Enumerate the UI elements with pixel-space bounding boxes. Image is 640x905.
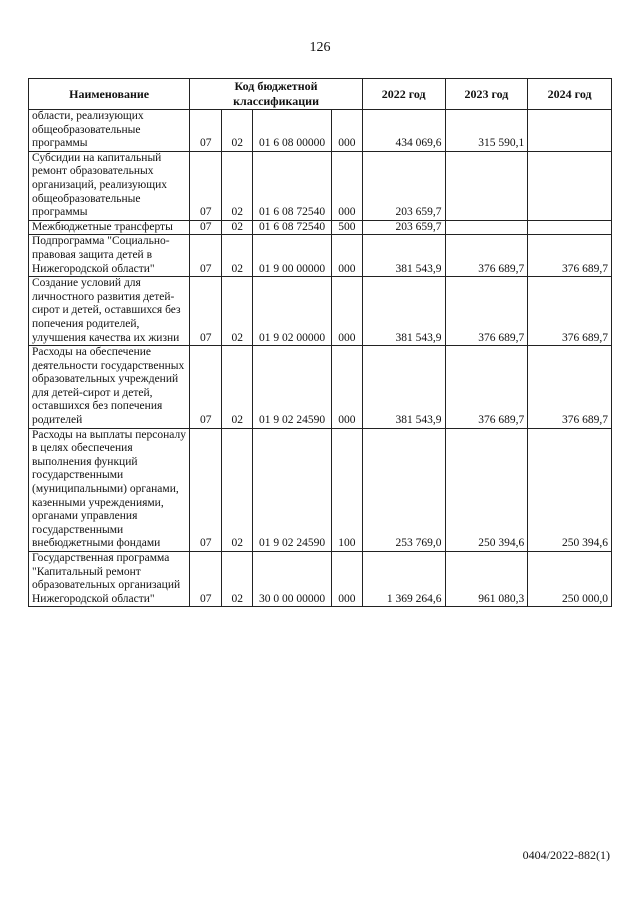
row-2023: 315 590,1 [445,110,528,152]
row-name: Государственная программа "Капитальный ремонт образовательных организаций Нижегородской области" [29,552,190,607]
row-2022: 381 543,9 [362,277,445,346]
row-2024: 376 689,7 [528,235,612,277]
row-section: 07 [190,151,222,220]
row-2024: 250 000,0 [528,552,612,607]
row-2022: 1 369 264,6 [362,552,445,607]
row-name: Расходы на выплаты персоналу в целях обеспечения выполнения функций государственными (муниципальными) органами, казенными учреждениями, органами управления государственными внебюджетными фондами [29,428,190,551]
row-2023: 961 080,3 [445,552,528,607]
row-name: Подпрограмма "Социально-правовая защита детей в Нижегородской области" [29,235,190,277]
row-subsection: 02 [222,151,253,220]
row-2024 [528,151,612,220]
row-2023: 376 689,7 [445,235,528,277]
row-expense-type: 000 [331,346,362,429]
row-2023 [445,151,528,220]
row-subsection: 02 [222,277,253,346]
row-2022: 381 543,9 [362,235,445,277]
row-2024: 376 689,7 [528,346,612,429]
table-row [29,151,612,220]
row-section: 07 [190,110,222,152]
table-row [29,110,612,152]
row-subsection: 02 [222,428,253,551]
row-subsection: 02 [222,552,253,607]
row-2024 [528,110,612,152]
row-section: 07 [190,428,222,551]
row-2022: 381 543,9 [362,346,445,429]
row-2023: 376 689,7 [445,346,528,429]
row-2022: 434 069,6 [362,110,445,152]
row-target-code: 01 6 08 72540 [253,220,332,235]
row-subsection: 02 [222,235,253,277]
row-name: Создание условий для личностного развития детей-сирот и детей, оставшихся без попечения родителей, улучшения качества их жизни [29,277,190,346]
header-code: Код бюджетной классификации [190,79,363,110]
row-2024 [528,220,612,235]
table-header-row [29,79,612,110]
table-row [29,346,612,429]
row-2023 [445,220,528,235]
row-section: 07 [190,235,222,277]
row-target-code: 01 6 08 00000 [253,110,332,152]
row-expense-type: 100 [331,428,362,551]
document-code: 0404/2022-882(1) [522,848,610,862]
row-subsection: 02 [222,220,253,235]
row-section: 07 [190,552,222,607]
table-row [29,428,612,551]
table-row [29,552,612,607]
header-2024: 2024 год [528,79,612,110]
row-name: Расходы на обеспечение деятельности государственных образовательных учреждений для детей-сирот и детей, оставшихся без попечения родителей [29,346,190,429]
row-section: 07 [190,277,222,346]
row-expense-type: 000 [331,110,362,152]
row-target-code: 01 9 02 24590 [253,346,332,429]
header-2023: 2023 год [445,79,528,110]
budget-table [28,78,612,607]
row-expense-type: 000 [331,552,362,607]
row-2024: 376 689,7 [528,277,612,346]
row-expense-type: 000 [331,235,362,277]
row-subsection: 02 [222,110,253,152]
table-row [29,220,612,235]
row-2022: 203 659,7 [362,151,445,220]
row-target-code: 30 0 00 00000 [253,552,332,607]
table-row [29,235,612,277]
table-row [29,277,612,346]
row-expense-type: 000 [331,277,362,346]
row-expense-type: 000 [331,151,362,220]
row-target-code: 01 9 00 00000 [253,235,332,277]
row-2024: 250 394,6 [528,428,612,551]
row-expense-type: 500 [331,220,362,235]
row-name: Субсидии на капитальный ремонт образовательных организаций, реализующих общеобразовательные программы [29,151,190,220]
row-2022: 253 769,0 [362,428,445,551]
row-target-code: 01 9 02 24590 [253,428,332,551]
row-subsection: 02 [222,346,253,429]
row-name: Межбюджетные трансферты [29,220,190,235]
row-2023: 376 689,7 [445,277,528,346]
row-section: 07 [190,346,222,429]
row-section: 07 [190,220,222,235]
row-name: области, реализующих общеобразовательные программы [29,110,190,152]
row-target-code: 01 9 02 00000 [253,277,332,346]
row-2022: 203 659,7 [362,220,445,235]
row-target-code: 01 6 08 72540 [253,151,332,220]
header-name: Наименование [29,79,190,110]
page-number: 126 [309,40,331,55]
header-2022: 2022 год [362,79,445,110]
row-2023: 250 394,6 [445,428,528,551]
